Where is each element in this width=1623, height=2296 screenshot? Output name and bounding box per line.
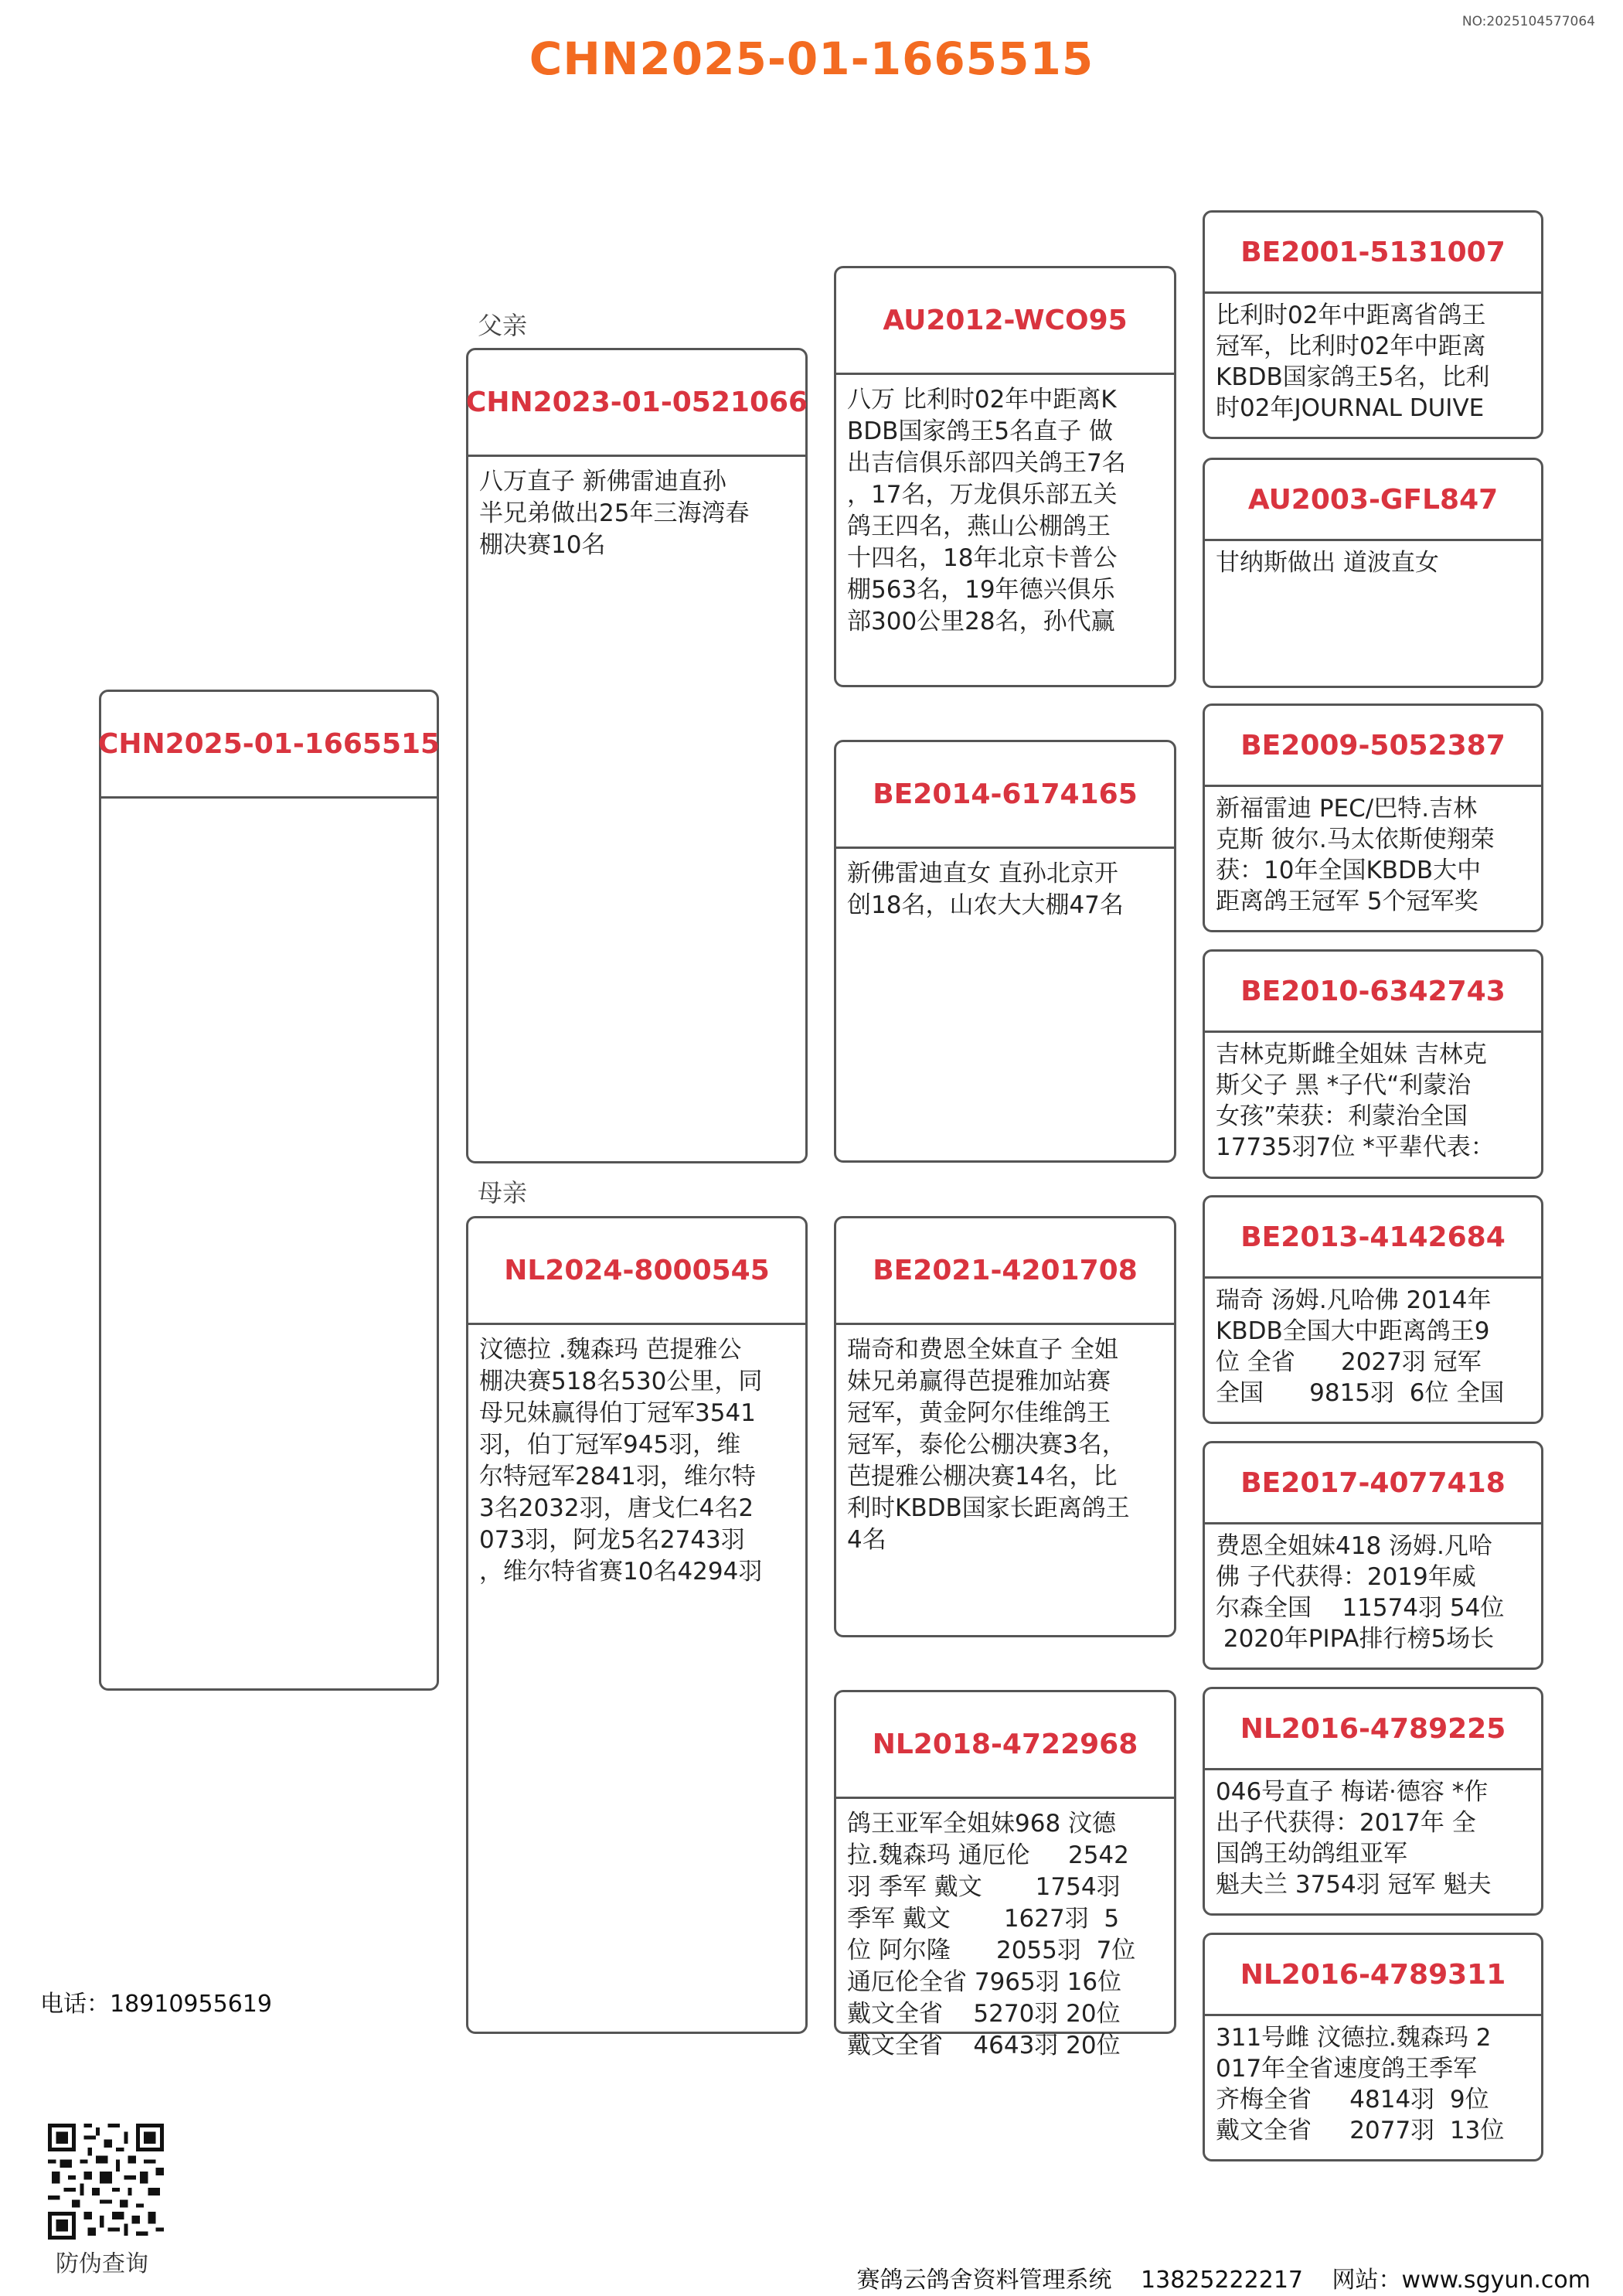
footer-website[interactable]: 网站：www.sgyun.com	[1332, 2267, 1591, 2294]
great-grandparent-card	[1203, 1441, 1543, 1670]
great-grandparent-note: 吉林克斯雌全姐妹 吉林克 斯父子 黑 *子代“利蒙治 女孩”荣获：利蒙治全国 17735羽7位 *平辈代表：	[1216, 1041, 1495, 1161]
grandparent-note: 瑞奇和费恩全妹直子 全姐 妹兄弟赢得芭提雅加站赛 冠军，黄金阿尔佳维鸽王 冠军，泰伦公棚决赛3名， 芭提雅公棚决赛14名，比 利时KBDB国家长距离鸽王 4名	[847, 1336, 1130, 1554]
grandparent-note: 新佛雷迪直女 直孙北京开 创18名，山农大大棚47名	[847, 860, 1124, 919]
grandparent-ring-number: AU2012-WCO95	[836, 268, 1174, 375]
great-grandparent-ring-number: NL2016-4789311	[1205, 1935, 1541, 2016]
great-grandparent-note: 046号直子 梅诺·德容 *作 出子代获得：2017年 全 国鸽王幼鸽组亚军 魁夫兰 3754羽 冠军 魁夫	[1216, 1778, 1492, 1899]
mother-label: 母亲	[478, 1178, 528, 1208]
great-grandparent-note: 新福雷迪 PEC/巴特.吉林 克斯 彼尔.马太依斯使翔荣 获：10年全国KBDB大中 距离鸽王冠军 5个冠军奖	[1216, 795, 1495, 915]
grandparent-ring-number: BE2021-4201708	[836, 1218, 1174, 1325]
great-grandparent-ring-number: BE2013-4142684	[1205, 1197, 1541, 1279]
grandparent-note: 八万 比利时02年中距离K BDB国家鸽王5名直子 做 出吉信俱乐部四关鸽王7名 ，17名，万龙俱乐部五关 鸽王四名，燕山公棚鸽王 十四名，18年北京卡普公 棚563名，19年德兴俱乐 部300公里28名，孙代赢	[847, 386, 1126, 635]
great-grandparent-ring-number: BE2009-5052387	[1205, 706, 1541, 787]
contact-phone: 电话：18910955619	[40, 1991, 272, 2018]
footer	[856, 2260, 1591, 2294]
great-grandparent-ring-number: BE2017-4077418	[1205, 1443, 1541, 1524]
qr-code-icon[interactable]	[48, 2124, 164, 2240]
dam-ring-number: NL2024-8000545	[468, 1218, 805, 1325]
great-grandparent-ring-number: BE2001-5131007	[1205, 213, 1541, 294]
grandparent-note: 鸽王亚军全姐妹968 汶德 拉.魏森玛 通厄伦 2542 羽 季军 戴文 1754羽 季军 戴文 1627羽 5 位 阿尔隆 2055羽 7位 通厄伦全省 7965羽 16位 戴文全省 5270羽 20位 戴文全省 4643羽 20位	[847, 1810, 1136, 2059]
great-grandparent-card	[1203, 1687, 1543, 1916]
great-grandparent-note: 甘纳斯做出 道波直女	[1216, 549, 1439, 577]
dam-note: 汶德拉 .魏森玛 芭提雅公 棚决赛518名530公里，同 母兄妹赢得伯丁冠军3541 羽，伯丁冠军945羽，维 尔特冠军2841羽，维尔特 3名2032羽，唐戈仁4名2 073羽，阿龙5名2743羽 ，维尔特省赛10名4294羽	[479, 1336, 763, 1586]
great-grandparent-ring-number: BE2010-6342743	[1205, 952, 1541, 1033]
document-number: NO:2025104577064	[1461, 14, 1595, 29]
footer-system-name: 赛鸽云鸽舍资料管理系统	[856, 2267, 1112, 2294]
qr-caption: 防伪查询	[56, 2250, 148, 2277]
footer-phone: 13825222217	[1141, 2267, 1303, 2294]
great-grandparent-card	[1203, 1933, 1543, 2161]
great-grandparent-card	[1203, 703, 1543, 932]
great-grandparent-card	[1203, 949, 1543, 1179]
great-grandparent-card	[1203, 210, 1543, 439]
father-label: 父亲	[478, 311, 528, 340]
great-grandparent-note: 比利时02年中距离省鸽王 冠军，比利时02年中距离 KBDB国家鸽王5名，比利 时02年JOURNAL DUIVE	[1216, 301, 1490, 422]
great-grandparent-note: 费恩全姐妹418 汤姆.凡哈 佛 子代获得：2019年威 尔森全国 11574羽 54位 2020年PIPA排行榜5场长	[1216, 1532, 1505, 1653]
page-title: CHN2025-01-1665515	[529, 32, 1094, 85]
grandparent-card	[834, 266, 1176, 687]
great-grandparent-card	[1203, 458, 1543, 688]
subject-card	[99, 690, 439, 1691]
grandparent-card	[834, 740, 1176, 1163]
subject-ring-number: CHN2025-01-1665515	[101, 692, 437, 799]
sire-note: 八万直子 新佛雷迪直孙 半兄弟做出25年三海湾春 棚决赛10名	[479, 468, 750, 559]
subject-note	[101, 799, 437, 808]
great-grandparent-card	[1203, 1195, 1543, 1424]
dam-card	[466, 1216, 808, 2034]
grandparent-card	[834, 1690, 1176, 2059]
sire-card	[466, 348, 808, 1163]
great-grandparent-ring-number: NL2016-4789225	[1205, 1689, 1541, 1770]
great-grandparent-note: 瑞奇 汤姆.凡哈佛 2014年 KBDB全国大中距离鸽王9 位 全省 2027羽 冠军 全国 9815羽 6位 全国	[1216, 1286, 1505, 1407]
grandparent-card	[834, 1216, 1176, 1637]
great-grandparent-note: 311号雌 汶德拉.魏森玛 2 017年全省速度鸽王季军 齐梅全省 4814羽 9位 戴文全省 2077羽 13位	[1216, 2024, 1505, 2144]
sire-ring-number: CHN2023-01-0521066	[468, 350, 805, 457]
grandparent-ring-number: NL2018-4722968	[836, 1692, 1174, 1799]
grandparent-ring-number: BE2014-6174165	[836, 742, 1174, 849]
great-grandparent-ring-number: AU2003-GFL847	[1205, 460, 1541, 541]
